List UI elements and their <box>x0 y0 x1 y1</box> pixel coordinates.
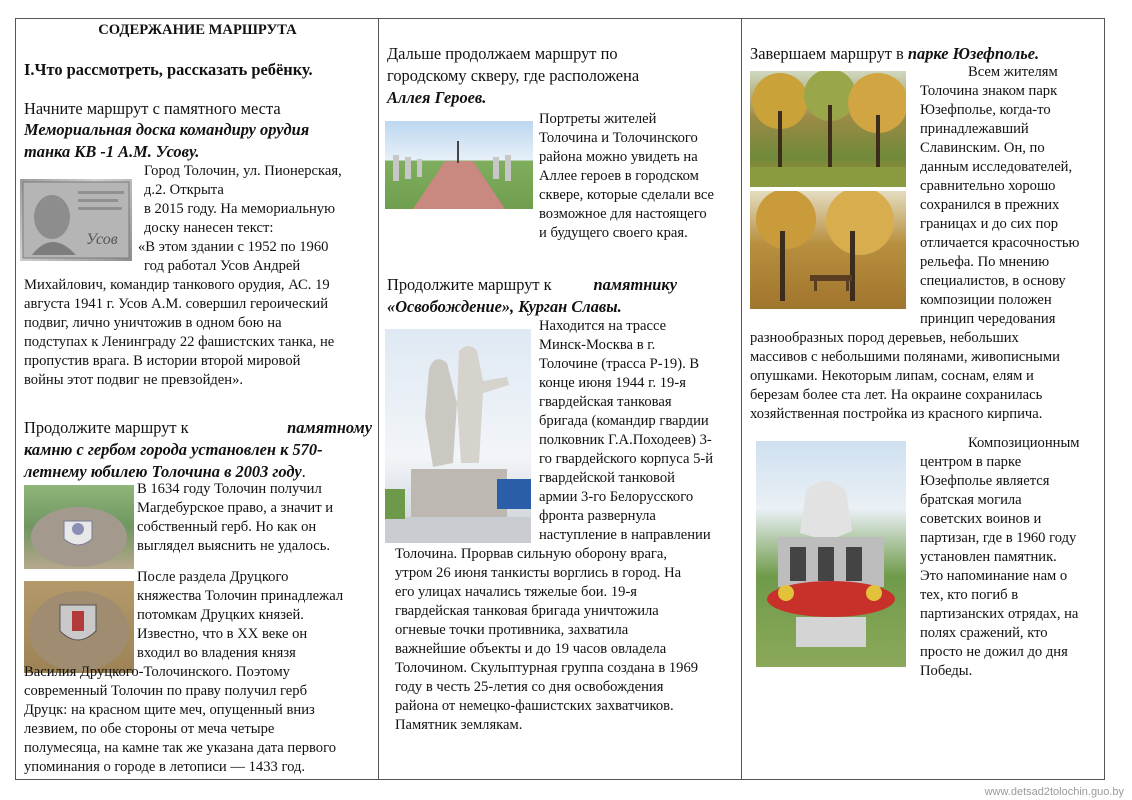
plaque-text-line: августа 1941 г. Усов А.М. совершил героический <box>24 296 329 312</box>
monument-text-line: его улицах начались тяжелые бои. 19-я <box>395 584 638 600</box>
monument-text-line: Толочином. Скульптурная группа создана в 1969 <box>395 660 699 676</box>
column-1 <box>16 19 379 779</box>
park-text-line: разнообразных пород деревьев, небольших <box>750 330 1019 346</box>
alley-intro-line-1: Дальше продолжаем маршрут по <box>387 44 618 63</box>
park-text-line: Толочина знаком парк <box>920 83 1058 99</box>
column-2 <box>379 19 742 779</box>
monument-text-line: гвардейской танковой <box>539 470 675 486</box>
monument-text-line: Толочине (трасса Р-19). В <box>539 356 700 372</box>
stone-text-line: В 1634 году Толочин получил <box>137 481 322 497</box>
liberation-monument-photo <box>385 329 531 543</box>
park-text-line: опушками. Некоторым липам, соснам, елям и <box>750 368 1034 384</box>
alley-text-line: района можно увидеть на <box>539 149 698 165</box>
monument-text-line: году в честь 25-летия со дня освобождения <box>395 679 664 695</box>
stone-text-line: Василия Друцкого-Толочинского. Поэтому <box>24 664 290 680</box>
monument-text-line: бригада (командир гвардии <box>539 413 709 429</box>
park-text-line: границах и до сих пор <box>920 216 1059 232</box>
plaque-text-line: доску нанесен текст: <box>144 220 274 236</box>
grave-text-line: Это напоминание нам о <box>920 568 1068 584</box>
park-text-line: принадлежавший <box>920 121 1029 137</box>
stone-heading-line-1: Продолжите маршрут к памятному <box>24 418 372 437</box>
memorial-plaque-photo <box>20 179 132 261</box>
park-text-line: сравнительно хорошо <box>920 178 1056 194</box>
monument-text-line: важнейшие объекты и до 19 часов овладела <box>395 641 667 657</box>
monument-text-line: го гвардейского корпуса 5-й <box>539 451 714 467</box>
stone-text-line: упоминания о городе в летописи — 1433 год. <box>24 759 306 775</box>
park-text-line: отличается красочностью <box>920 235 1080 251</box>
plaque-text-line: пропустив врага. В истории второй мировой <box>24 353 301 369</box>
grave-text-line: партизан, где в 1960 году <box>920 530 1077 546</box>
table-heading: СОДЕРЖАНИЕ МАРШРУТА <box>98 22 297 38</box>
grave-text-line: братская могила <box>920 492 1022 508</box>
park-text-line: принцип чередования <box>920 311 1056 327</box>
monument-text-line: Находится на трассе <box>539 318 667 334</box>
park-text-line: массивов с небольшими полянами, живописными <box>750 349 1060 365</box>
monument-heading-line-2: «Освобождение», Курган Славы. <box>387 297 622 316</box>
grave-text-line: партизанских отрядах, на <box>920 606 1079 622</box>
alley-title: Аллея Героев. <box>387 88 487 107</box>
park-autumn-photo <box>750 71 906 187</box>
plaque-text-line: подступах к Ленинграду 22 фашистских танка, не <box>24 334 335 350</box>
monument-text-line: полковник Г.А.Походеев) 3- <box>539 432 712 448</box>
alley-text-line: и будущего своего края. <box>539 225 688 241</box>
monument-text-line: района от немецко-фашистских захватчиков. <box>395 698 674 714</box>
column-3 <box>742 19 1106 779</box>
monument-text-line: конце июня 1944 г. 19-я <box>539 375 686 391</box>
monument-text-line: огневые точки противника, захватила <box>395 622 629 638</box>
park-text-line: Славинским. Он, по <box>920 140 1045 156</box>
park-bench-photo <box>750 191 906 309</box>
stone-text-line: После раздела Друцкого <box>137 569 289 585</box>
grave-text-line: установлен памятник. <box>920 549 1057 565</box>
grave-text-line: Композиционным <box>968 435 1080 451</box>
mass-grave-photo <box>756 441 906 667</box>
park-heading: Завершаем маршрут в парке Юзефполье. <box>750 44 1040 63</box>
park-text-line: хозяйственная постройка из красного кирпича. <box>750 406 1043 422</box>
plaque-title-1: Мемориальная доска командиру орудия <box>24 120 310 139</box>
alley-text-line: Аллее героев в городском <box>539 168 699 184</box>
stone-text-line: собственный герб. Но как он <box>137 519 317 535</box>
stone-text-line: лезвием, по обе стороны от меча четыре <box>24 721 275 737</box>
plaque-text-line: в 2015 году. На мемориальную <box>144 201 336 217</box>
route-table <box>15 18 1105 780</box>
plaque-text-line: год работал Усов Андрей <box>144 258 301 274</box>
monument-heading-line-1: Продолжите маршрут к памятнику <box>387 275 677 294</box>
plaque-text-line: «В этом здании с 1952 по 1960 <box>138 239 329 255</box>
park-text-line: Всем жителям <box>968 64 1058 80</box>
alley-text-line: Портреты жителей <box>539 111 657 127</box>
stone-text-line: входил во владения князя <box>137 645 296 661</box>
monument-text-line: Толочина. Прорвав сильную оборону врага, <box>395 546 668 562</box>
intro-text: Начните маршрут с памятного места <box>24 99 281 118</box>
monument-text-line: утром 26 июня танкисты ворглись в город. На <box>395 565 682 581</box>
grave-text-line: центром в парке <box>920 454 1022 470</box>
stone-heading-line-2: камню с гербом города установлен к 570- <box>24 440 323 459</box>
grave-text-line: советских воинов и <box>920 511 1042 527</box>
plaque-text-line: Город Толочин, ул. Пионерская, <box>144 163 342 179</box>
stone-text-line: Друцк: на красном щите меч, опущенный вниз <box>24 702 315 718</box>
section-title: I.Что рассмотреть, рассказать ребёнку. <box>24 60 313 79</box>
stone-text-line: современный Толочин по праву получил герб <box>24 683 308 699</box>
plaque-text-line: Михайлович, командир танкового орудия, АС. 19 <box>24 277 330 293</box>
monument-text-line: Минск-Москва в г. <box>539 337 656 353</box>
monument-text-line: гвардейская танковая бригада уничтожила <box>395 603 659 619</box>
monument-text-line: армии 3-го Белорусского <box>539 489 694 505</box>
stone-text-line: полумесяца, на камне так же указана дата первого <box>24 740 337 756</box>
stone-text-line: выглядел выяснить не удалось. <box>137 538 331 554</box>
alley-text-line: возможное для настоящего <box>539 206 707 222</box>
plaque-inscription: Усов <box>86 231 118 248</box>
monument-text-line: фронта развернула <box>539 508 656 524</box>
park-text-line: рельефа. По мнению <box>920 254 1050 270</box>
grave-text-line: Победы. <box>920 663 973 679</box>
alley-intro-line-2: городскому скверу, где расположена <box>387 66 640 85</box>
plaque-text-line: д.2. Открыта <box>144 182 224 198</box>
park-text-line: сохранился в прежних <box>920 197 1060 213</box>
grave-text-line: полях сражений, кто <box>920 625 1048 641</box>
grave-text-line: просто не дожил до дня <box>920 644 1068 660</box>
plaque-title-2: танка КВ -1 А.М. Усову. <box>24 142 200 161</box>
park-text-line: Юзефполье, когда-то <box>920 102 1051 118</box>
alley-of-heroes-photo <box>385 121 533 209</box>
grave-text-line: тех, кто погиб в <box>920 587 1019 603</box>
plaque-text-line: подвиг, лично уничтожив в одном бою на <box>24 315 282 331</box>
park-text-line: березам более ста лет. На окраине сохранилась <box>750 387 1043 403</box>
monument-text-line: наступление в направлении <box>539 527 711 543</box>
monument-text-line: гвардейская танковая <box>539 394 672 410</box>
monument-text-line: Памятник землякам. <box>395 717 523 733</box>
stone-heading-line-3: летнему юбилею Толочина в 2003 году. <box>24 462 306 481</box>
park-text-line: специалистов, в основу <box>920 273 1066 289</box>
stone-text-line: Магдебурское право, а значит и <box>137 500 334 516</box>
alley-text-line: сквере, которые сделали все <box>539 187 715 203</box>
park-text-line: данным исследователей, <box>920 159 1073 175</box>
park-text-line: композиции положен <box>920 292 1052 308</box>
coat-of-arms-stone-photo-2 <box>24 581 134 673</box>
stone-text-line: княжества Толочин принадлежал <box>137 588 344 604</box>
stone-text-line: потомкам Друцких князей. <box>137 607 304 623</box>
grave-text-line: Юзефполье является <box>920 473 1050 489</box>
coat-of-arms-stone-photo <box>24 485 134 569</box>
stone-text-line: Известно, что в XX веке он <box>137 626 308 642</box>
site-watermark: www.detsad2tolochin.guo.by <box>984 786 1124 798</box>
plaque-text-line: войны этот подвиг не превзойден». <box>24 372 244 388</box>
alley-text-line: Толочина и Толочинского <box>539 130 698 146</box>
